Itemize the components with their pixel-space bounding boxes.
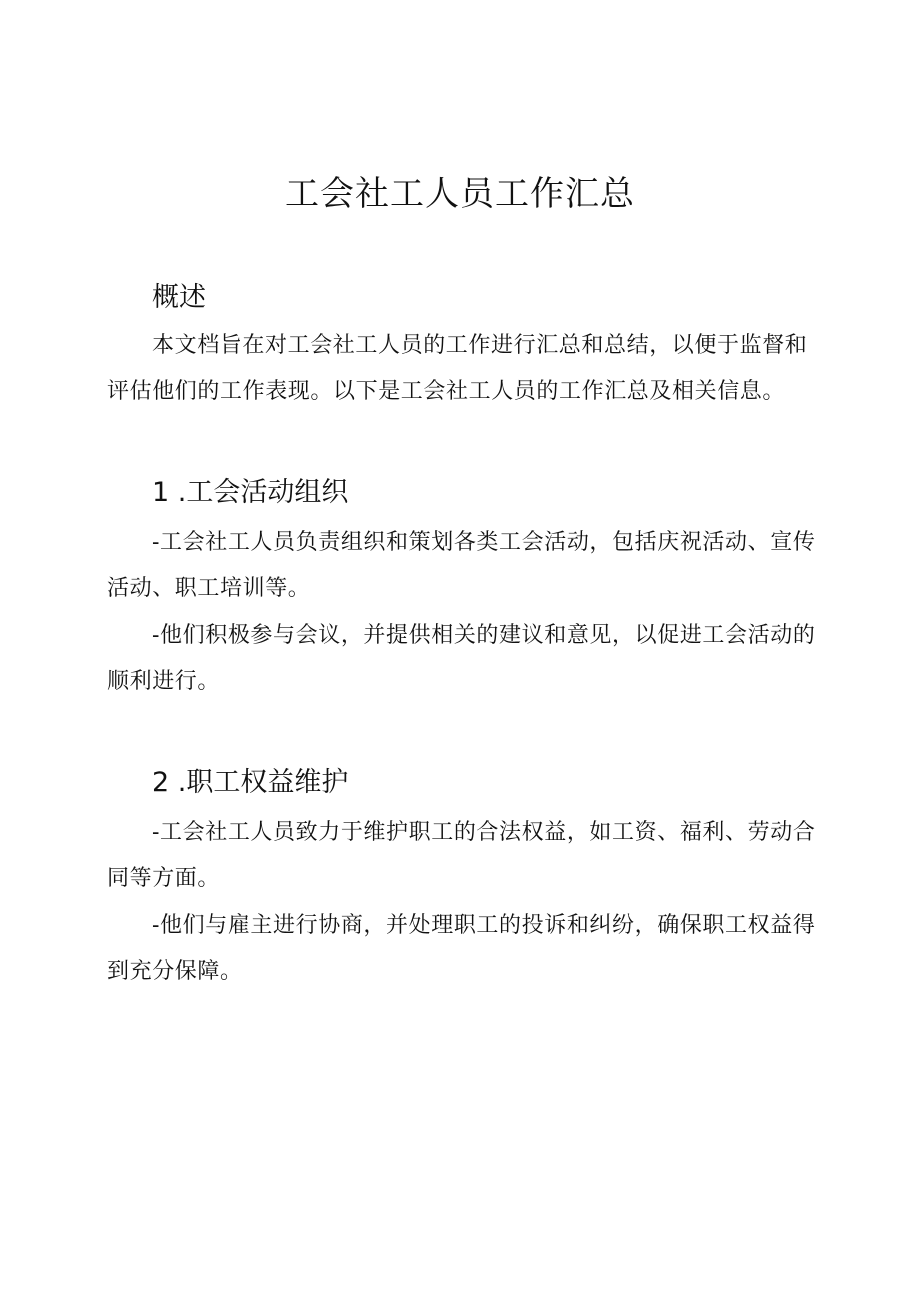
overview-heading: 概述 <box>152 282 206 313</box>
section-2-paragraph-1: -工会社工人员致力于维护职工的合法权益，如工资、福利、劳动合同等方面。 <box>107 820 816 891</box>
section-2-heading: 2 .职工权益维护 <box>152 767 349 798</box>
overview-paragraph: 本文档旨在对工会社工人员的工作进行汇总和总结，以便于监督和评估他们的工作表现。以下是工会社工人员的工作汇总及相关信息。 <box>107 333 808 404</box>
section-1-heading: 1 .工会活动组织 <box>152 477 349 508</box>
section-1-paragraph-2: -他们积极参与会议，并提供相关的建议和意见，以促进工会活动的顺利进行。 <box>107 623 816 694</box>
section-1-paragraph-1: -工会社工人员负责组织和策划各类工会活动，包括庆祝活动、宣传活动、职工培训等。 <box>107 530 816 601</box>
document-title: 工会社工人员工作汇总 <box>285 174 635 214</box>
section-2-paragraph-2: -他们与雇主进行协商，并处理职工的投诉和纠纷，确保职工权益得到充分保障。 <box>107 913 816 984</box>
